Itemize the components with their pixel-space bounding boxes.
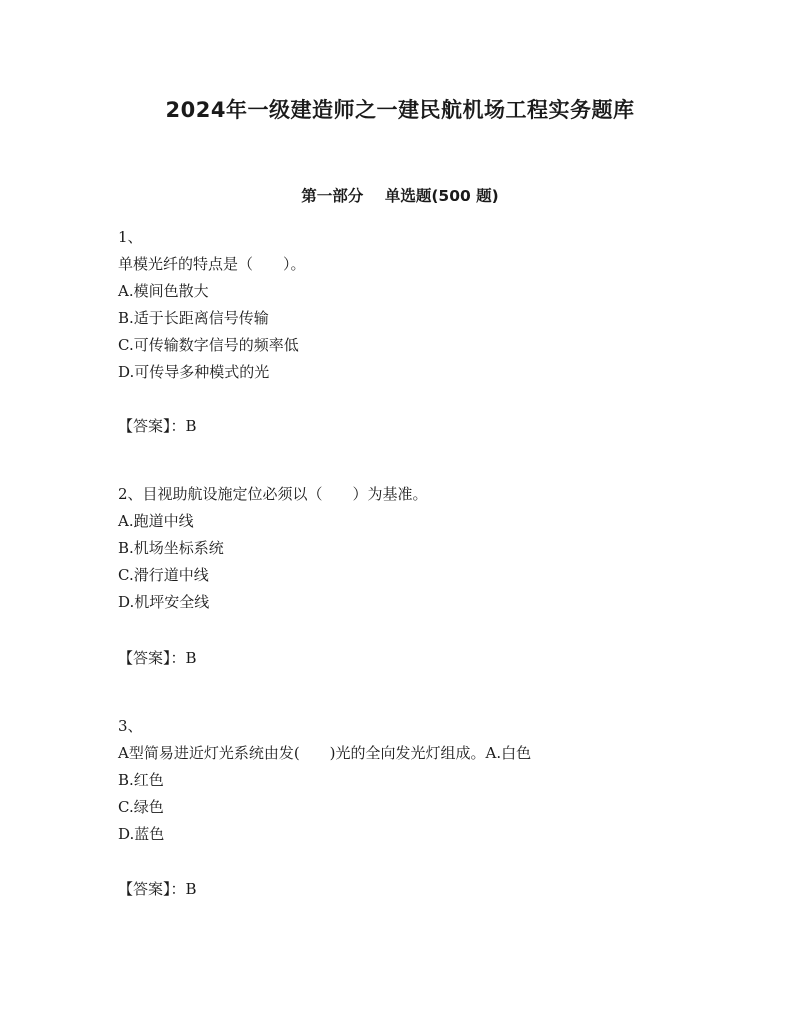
answer-label: 【答案】：: [118, 649, 186, 667]
option-c: C.绿色: [118, 798, 164, 816]
question-number: 3、: [118, 717, 143, 735]
answer-3: [118, 876, 197, 903]
option-b: B.机场坐标系统: [118, 539, 224, 557]
question-stem: 2、目视助航设施定位必须以（ ）为基准。: [118, 485, 428, 503]
option-d: D.蓝色: [118, 825, 165, 843]
document-title: 2024年一级建造师之一建民航机场工程实务题库: [165, 98, 635, 122]
section-title: 第一部分 单选题(500 题): [301, 187, 499, 205]
answer-value: B: [185, 880, 197, 898]
answer-label: 【答案】：: [118, 417, 186, 435]
option-d: D.机坪安全线: [118, 593, 210, 611]
option-d: D.可传导多种模式的光: [118, 363, 270, 381]
option-c: C.可传输数字信号的频率低: [118, 336, 299, 354]
answer-2: [118, 645, 197, 672]
option-b: B.适于长距离信号传输: [118, 309, 269, 327]
question-2: [118, 481, 718, 616]
answer-label: 【答案】：: [118, 880, 186, 898]
answer-1: [118, 413, 197, 440]
option-a: A.跑道中线: [118, 512, 194, 530]
answer-value: B: [185, 649, 197, 667]
question-number: 1、: [118, 228, 143, 246]
question-3: [118, 713, 718, 848]
option-c: C.滑行道中线: [118, 566, 209, 584]
option-b: B.红色: [118, 771, 164, 789]
option-a: A.模间色散大: [118, 282, 209, 300]
answer-value: B: [185, 417, 197, 435]
question-1: [118, 224, 718, 386]
question-stem: A型简易进近灯光系统由发( )光的全向发光灯组成。A.白色: [118, 744, 532, 762]
question-stem: 单模光纤的特点是（ ）。: [118, 255, 306, 273]
